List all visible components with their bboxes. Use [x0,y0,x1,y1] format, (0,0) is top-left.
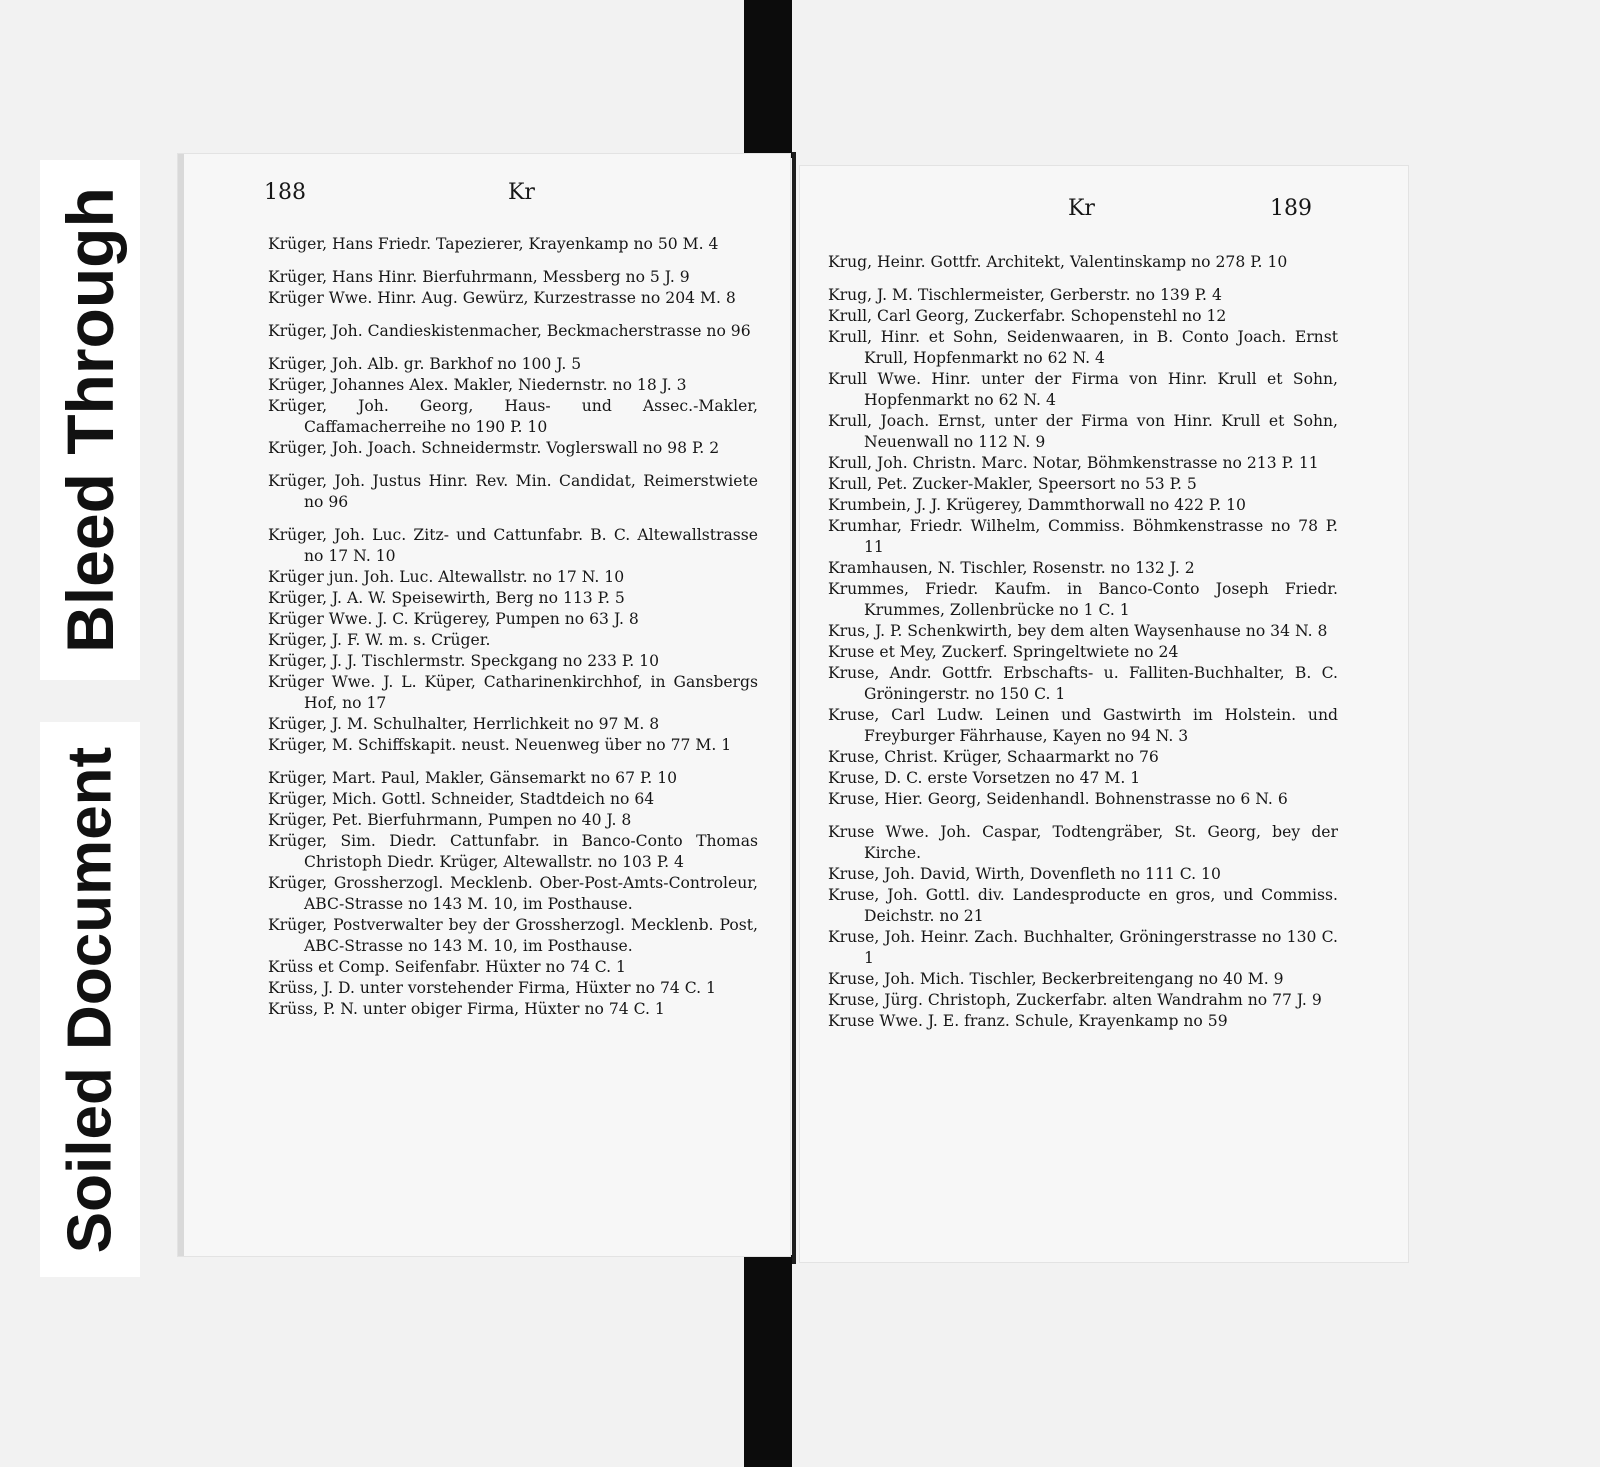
directory-entry: Krüger, Johannes Alex. Makler, Niedernstr. no 18 J. 3 [268,376,687,394]
directory-entry: Kruse et Mey, Zuckerf. Springeltwiete no 24 [828,643,1179,661]
directory-entry: Krüger, Joh. Georg, Haus- und Assec.-Makler, Caffamacherreihe no 190 P. 10 [268,397,758,436]
running-head: Kr [1068,196,1095,221]
binding-spine-bottom [744,1255,792,1467]
directory-entry: Krüss, J. D. unter vorstehender Firma, Hüxter no 74 C. 1 [268,979,716,997]
directory-entry: Krull, Joach. Ernst, unter der Firma von Hinr. Krull et Sohn, Neuenwall no 112 N. 9 [828,412,1338,451]
directory-entry: Krüger Wwe. Hinr. Aug. Gewürz, Kurzestrasse no 204 M. 8 [268,289,736,307]
directory-entry: Krüger, Postverwalter bey der Grossherzogl. Mecklenb. Post, ABC-Strasse no 143 M. 10, im Posthause. [268,916,758,955]
bleed-through-label [40,160,140,680]
directory-entry: Krüger, J. A. W. Speisewirth, Berg no 113 P. 5 [268,589,625,607]
directory-entry: Krull, Joh. Christn. Marc. Notar, Böhmkenstrasse no 213 P. 11 [828,454,1319,472]
running-head: Kr [508,180,535,205]
directory-entry: Kruse, Jürg. Christoph, Zuckerfabr. alten Wandrahm no 77 J. 9 [828,991,1322,1009]
directory-entry: Kruse Wwe. J. E. franz. Schule, Krayenkamp no 59 [828,1012,1228,1030]
soiled-document-label [40,722,140,1277]
directory-entries [828,252,1338,1032]
directory-entry: Krumbein, J. J. Krügerey, Dammthorwall no 422 P. 10 [828,496,1246,514]
bleed-through-text: Bleed Through [53,187,127,653]
directory-entry: Kruse, Joh. Gottl. div. Landesproducte en gros, und Commiss. Deichstr. no 21 [828,886,1338,925]
directory-entry: Kruse, Andr. Gottfr. Erbschafts- u. Falliten-Buchhalter, B. C. Gröningerstr. no 150 C. 1 [828,664,1338,703]
left-page [178,154,790,1256]
directory-entry: Krüger, Joh. Candieskistenmacher, Beckmacherstrasse no 96 [268,322,751,340]
directory-entry: Krüss et Comp. Seifenfabr. Hüxter no 74 C. 1 [268,958,626,976]
page-number: 188 [264,180,306,205]
right-page [800,166,1408,1262]
directory-entry: Kruse, D. C. erste Vorsetzen no 47 M. 1 [828,769,1141,787]
directory-entry: Krug, J. M. Tischlermeister, Gerberstr. no 139 P. 4 [828,286,1222,304]
directory-entry: Krüger, Joh. Luc. Zitz- und Cattunfabr. B. C. Altewallstrasse no 17 N. 10 [268,526,758,565]
directory-entry: Krüger, Joh. Justus Hinr. Rev. Min. Candidat, Reimerstwiete no 96 [268,472,758,511]
directory-entry: Krull, Carl Georg, Zuckerfabr. Schopenstehl no 12 [828,307,1227,325]
binding-spine-top [744,0,792,158]
directory-entry: Krull, Pet. Zucker-Makler, Speersort no 53 P. 5 [828,475,1197,493]
directory-entry: Krüger, Mich. Gottl. Schneider, Stadtdeich no 64 [268,790,655,808]
directory-entry: Krüger, Joh. Alb. gr. Barkhof no 100 J. 5 [268,355,582,373]
directory-entry: Krüss, P. N. unter obiger Firma, Hüxter no 74 C. 1 [268,1000,665,1018]
directory-entry: Krüger Wwe. J. C. Krügerey, Pumpen no 63 J. 8 [268,610,639,628]
directory-entry: Krüger, Joh. Joach. Schneidermstr. Voglerswall no 98 P. 2 [268,439,720,457]
directory-entry: Krummes, Friedr. Kaufm. in Banco-Conto Joseph Friedr. Krummes, Zollenbrücke no 1 C. 1 [828,580,1338,619]
directory-entries [268,234,758,1020]
directory-entry: Krüger, J. J. Tischlermstr. Speckgang no 233 P. 10 [268,652,659,670]
directory-entry: Krüger, Mart. Paul, Makler, Gänsemarkt no 67 P. 10 [268,769,678,787]
directory-entry: Krüger, Grossherzogl. Mecklenb. Ober-Post-Amts-Controleur, ABC-Strasse no 143 M. 10, im Posthause. [268,874,758,913]
directory-entry: Krull, Hinr. et Sohn, Seidenwaaren, in B. Conto Joach. Ernst Krull, Hopfenmarkt no 62 N. 4 [828,328,1338,367]
page-number: 189 [1270,196,1312,221]
directory-entry: Kramhausen, N. Tischler, Rosenstr. no 132 J. 2 [828,559,1195,577]
directory-entry: Krull Wwe. Hinr. unter der Firma von Hinr. Krull et Sohn, Hopfenmarkt no 62 N. 4 [828,370,1338,409]
directory-entry: Krüger, Hans Hinr. Bierfuhrmann, Messberg no 5 J. 9 [268,268,690,286]
soiled-document-text: Soiled Document [55,746,125,1253]
directory-entry: Krüger, J. M. Schulhalter, Herrlichkeit no 97 M. 8 [268,715,660,733]
directory-entry: Krüger, Hans Friedr. Tapezierer, Krayenkamp no 50 M. 4 [268,235,719,253]
directory-entry: Krüger, Sim. Diedr. Cattunfabr. in Banco-Conto Thomas Christoph Diedr. Krüger, Altewallstr. no 103 P. 4 [268,832,758,871]
directory-entry: Krüger jun. Joh. Luc. Altewallstr. no 17 N. 10 [268,568,625,586]
directory-entry: Krüger, J. F. W. m. s. Crüger. [268,631,491,649]
directory-entry: Krug, Heinr. Gottfr. Architekt, Valentinskamp no 278 P. 10 [828,253,1288,271]
directory-entry: Krumhar, Friedr. Wilhelm, Commiss. Böhmkenstrasse no 78 P. 11 [828,517,1338,556]
directory-entry: Krüger, M. Schiffskapit. neust. Neuenweg über no 77 M. 1 [268,736,732,754]
directory-entry: Krüger, Pet. Bierfuhrmann, Pumpen no 40 J. 8 [268,811,632,829]
directory-entry: Krus, J. P. Schenkwirth, bey dem alten Waysenhause no 34 N. 8 [828,622,1328,640]
directory-entry: Kruse, Joh. Mich. Tischler, Beckerbreitengang no 40 M. 9 [828,970,1284,988]
directory-entry: Kruse, Christ. Krüger, Schaarmarkt no 76 [828,748,1159,766]
directory-entry: Krüger Wwe. J. L. Küper, Catharinenkirchhof, in Gansbergs Hof, no 17 [268,673,758,712]
page-gutter [792,152,796,1264]
directory-entry: Kruse Wwe. Joh. Caspar, Todtengräber, St. Georg, bey der Kirche. [828,823,1338,862]
directory-entry: Kruse, Joh. Heinr. Zach. Buchhalter, Gröningerstrasse no 130 C. 1 [828,928,1338,967]
directory-entry: Kruse, Joh. David, Wirth, Dovenfleth no 111 C. 10 [828,865,1221,883]
directory-entry: Kruse, Hier. Georg, Seidenhandl. Bohnenstrasse no 6 N. 6 [828,790,1288,808]
directory-entry: Kruse, Carl Ludw. Leinen und Gastwirth im Holstein. und Freyburger Fährhause, Kayen no 94 N. 3 [828,706,1338,745]
